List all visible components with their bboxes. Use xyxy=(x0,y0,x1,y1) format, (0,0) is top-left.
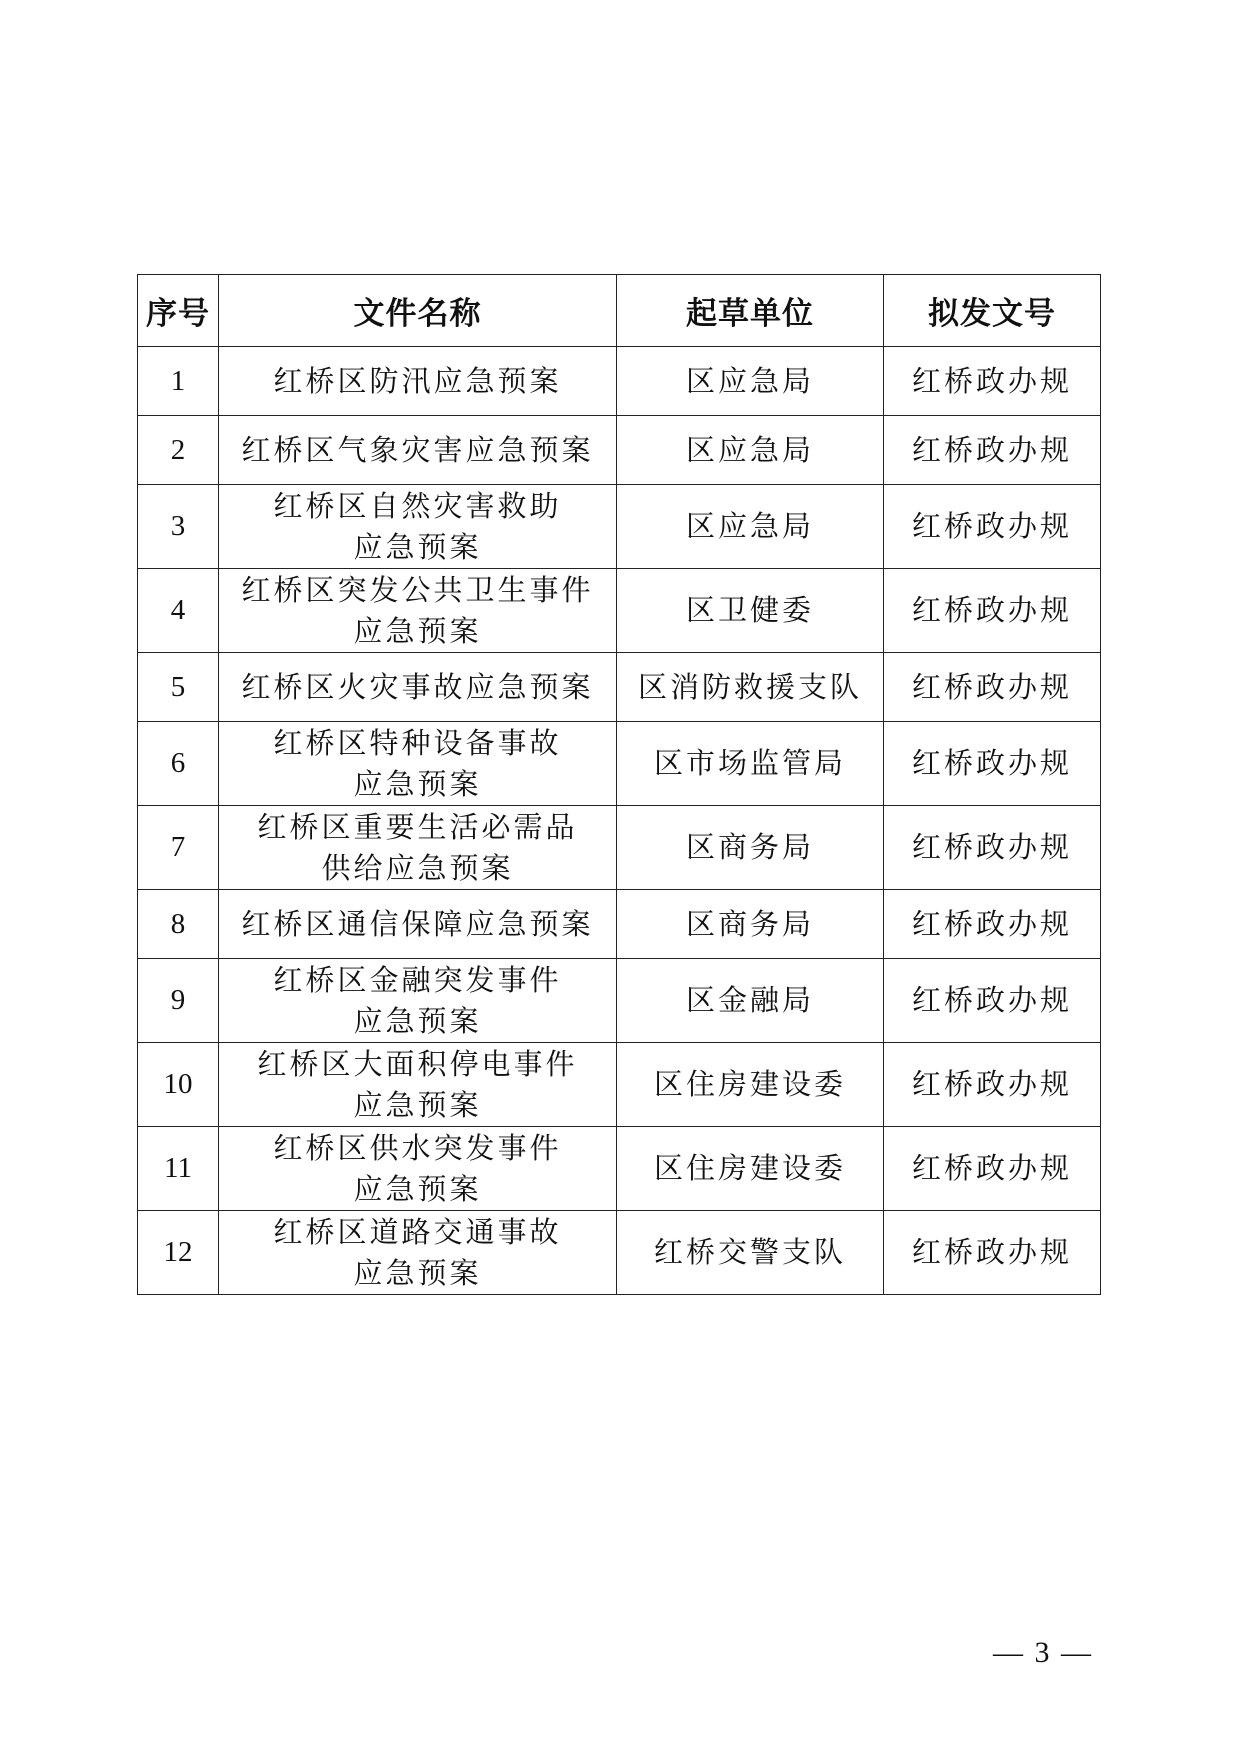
serial-cell: 8 xyxy=(138,890,219,959)
serial-cell: 4 xyxy=(138,569,219,653)
table-row xyxy=(138,347,1101,416)
header-serial: 序号 xyxy=(138,275,219,347)
drafting-unit-cell: 区市场监管局 xyxy=(617,722,884,806)
doc-number-cell: 红桥政办规 xyxy=(884,653,1101,722)
serial-cell: 1 xyxy=(138,347,219,416)
drafting-unit-cell: 区住房建设委 xyxy=(617,1043,884,1127)
file-name-cell xyxy=(219,1211,617,1295)
doc-number-cell: 红桥政办规 xyxy=(884,416,1101,485)
drafting-unit-cell: 区应急局 xyxy=(617,485,884,569)
table-row xyxy=(138,485,1101,569)
file-name-line: 红桥区金融突发事件 xyxy=(273,962,562,997)
drafting-unit-cell: 区卫健委 xyxy=(617,569,884,653)
file-name-cell xyxy=(219,806,617,890)
doc-number-cell: 红桥政办规 xyxy=(884,347,1101,416)
serial-cell: 5 xyxy=(138,653,219,722)
file-name-line: 应急预案 xyxy=(353,1171,482,1206)
serial-cell: 6 xyxy=(138,722,219,806)
table-row xyxy=(138,416,1101,485)
file-name-line: 红桥区气象灾害应急预案 xyxy=(241,432,594,467)
file-name-line: 应急预案 xyxy=(353,529,482,564)
header-file-name: 文件名称 xyxy=(219,275,617,347)
serial-cell: 11 xyxy=(138,1127,219,1211)
serial-cell: 3 xyxy=(138,485,219,569)
drafting-unit-cell: 区应急局 xyxy=(617,347,884,416)
file-name-line: 应急预案 xyxy=(353,1003,482,1038)
serial-cell: 9 xyxy=(138,959,219,1043)
file-name-line: 红桥区火灾事故应急预案 xyxy=(241,669,594,704)
serial-cell: 10 xyxy=(138,1043,219,1127)
doc-number-cell: 红桥政办规 xyxy=(884,485,1101,569)
file-name-line: 红桥区大面积停电事件 xyxy=(257,1046,578,1081)
file-name-cell xyxy=(219,569,617,653)
table-row xyxy=(138,722,1101,806)
file-name-line: 应急预案 xyxy=(353,1255,482,1290)
file-name-line: 红桥区通信保障应急预案 xyxy=(241,906,594,941)
drafting-unit-cell: 区住房建设委 xyxy=(617,1127,884,1211)
doc-number-cell: 红桥政办规 xyxy=(884,1127,1101,1211)
table-row xyxy=(138,1211,1101,1295)
table-row xyxy=(138,959,1101,1043)
doc-number-cell: 红桥政办规 xyxy=(884,806,1101,890)
drafting-unit-cell: 红桥交警支队 xyxy=(617,1211,884,1295)
drafting-unit-cell: 区商务局 xyxy=(617,806,884,890)
doc-number-cell: 红桥政办规 xyxy=(884,1211,1101,1295)
drafting-unit-cell: 区应急局 xyxy=(617,416,884,485)
file-name-cell xyxy=(219,1043,617,1127)
table-row xyxy=(138,1127,1101,1211)
file-name-line: 供给应急预案 xyxy=(321,850,514,885)
doc-number-cell: 红桥政办规 xyxy=(884,569,1101,653)
file-name-line: 红桥区防汛应急预案 xyxy=(273,363,562,398)
file-name-cell xyxy=(219,416,617,485)
file-name-cell xyxy=(219,1127,617,1211)
serial-cell: 12 xyxy=(138,1211,219,1295)
file-name-cell xyxy=(219,653,617,722)
table-row xyxy=(138,1043,1101,1127)
file-name-line: 红桥区自然灾害救助 xyxy=(273,488,562,523)
file-name-line: 红桥区重要生活必需品 xyxy=(257,809,578,844)
drafting-unit-cell: 区消防救援支队 xyxy=(617,653,884,722)
header-drafting-unit: 起草单位 xyxy=(617,275,884,347)
serial-cell: 2 xyxy=(138,416,219,485)
file-name-cell xyxy=(219,890,617,959)
doc-number-cell: 红桥政办规 xyxy=(884,890,1101,959)
serial-cell: 7 xyxy=(138,806,219,890)
table-header xyxy=(138,275,1101,347)
file-name-line: 应急预案 xyxy=(353,766,482,801)
plans-table xyxy=(137,274,1101,1295)
drafting-unit-cell: 区商务局 xyxy=(617,890,884,959)
file-name-line: 红桥区突发公共卫生事件 xyxy=(241,572,594,607)
file-name-line: 红桥区供水突发事件 xyxy=(273,1130,562,1165)
drafting-unit-cell: 区金融局 xyxy=(617,959,884,1043)
doc-number-cell: 红桥政办规 xyxy=(884,722,1101,806)
table-row xyxy=(138,569,1101,653)
file-name-cell xyxy=(219,347,617,416)
file-name-cell xyxy=(219,485,617,569)
file-name-line: 应急预案 xyxy=(353,613,482,648)
doc-number-cell: 红桥政办规 xyxy=(884,959,1101,1043)
file-name-cell xyxy=(219,722,617,806)
table-row xyxy=(138,653,1101,722)
header-doc-number: 拟发文号 xyxy=(884,275,1101,347)
file-name-line: 应急预案 xyxy=(353,1087,482,1122)
doc-number-cell: 红桥政办规 xyxy=(884,1043,1101,1127)
table-body xyxy=(138,347,1101,1295)
file-name-line: 红桥区道路交通事故 xyxy=(273,1214,562,1249)
table-row xyxy=(138,806,1101,890)
file-name-line: 红桥区特种设备事故 xyxy=(273,725,562,760)
file-name-cell xyxy=(219,959,617,1043)
header-row xyxy=(138,275,1101,347)
table-row xyxy=(138,890,1101,959)
page-number: — 3 — xyxy=(993,1636,1093,1669)
